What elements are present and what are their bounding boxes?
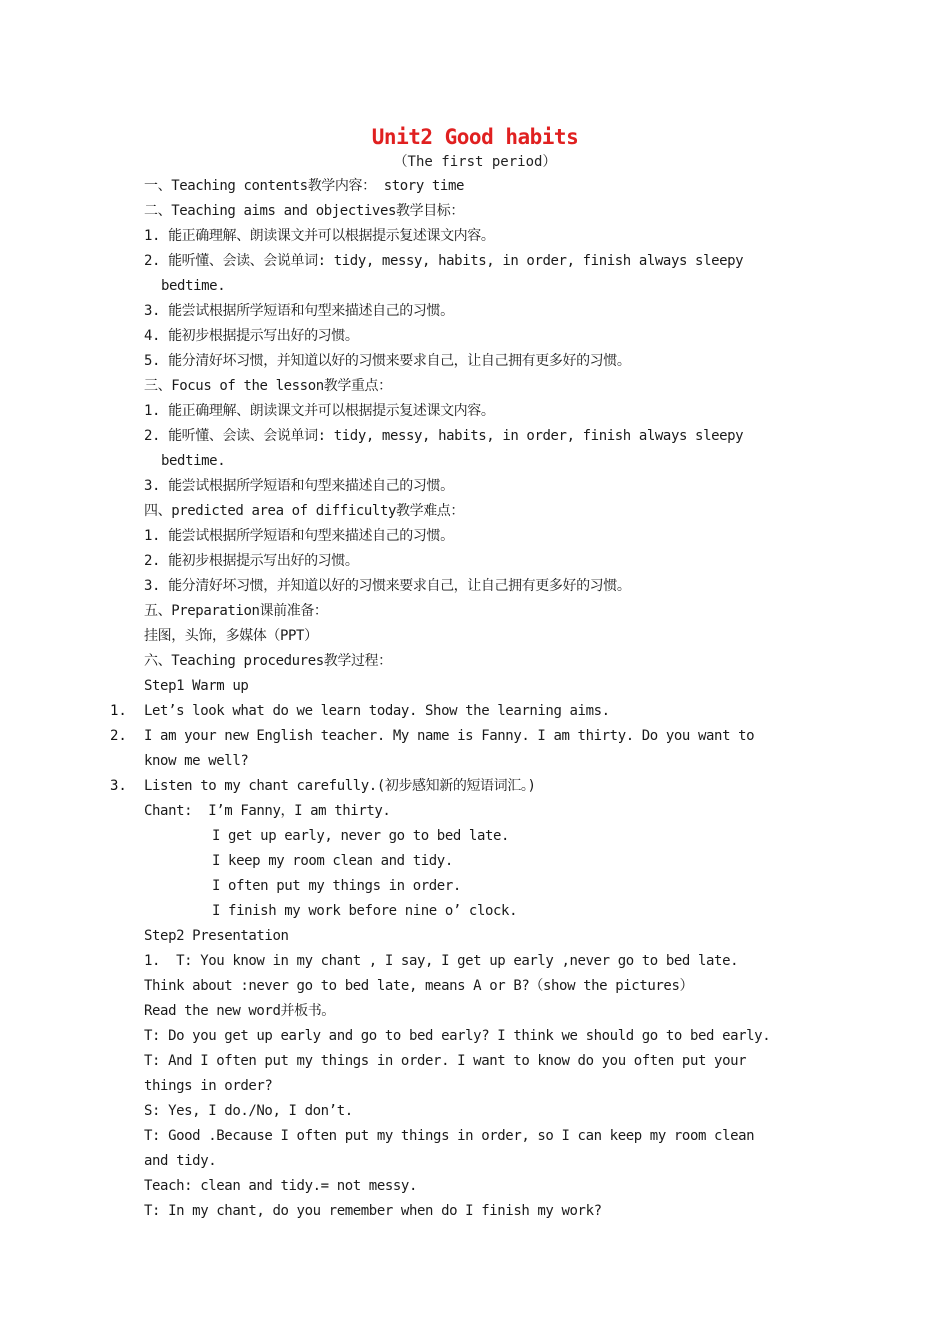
text-line: 3. 能尝试根据所学短语和句型来描述自己的习惯。 — [144, 303, 454, 319]
text-line: I get up early, never go to bed late. — [212, 828, 510, 844]
text-line: I often put my things in order. — [212, 878, 461, 894]
text-line: 二、Teaching aims and objectives教学目标： — [144, 203, 465, 219]
text-line: Chant: I’m Fanny，I am thirty. — [144, 803, 391, 819]
text-line: 1. 能正确理解、朗读课文并可以根据提示复述课文内容。 — [144, 228, 495, 244]
text-line: 挂图，头饰，多媒体（PPT） — [144, 628, 318, 644]
text-line: 5. 能分清好坏习惯，并知道以好的习惯来要求自己，让自己拥有更多好的习惯。 — [144, 353, 631, 369]
text-line: 3. 能分清好坏习惯，并知道以好的习惯来要求自己，让自己拥有更多好的习惯。 — [144, 578, 631, 594]
text-line: S: Yes, I do./No, I don’t. — [144, 1103, 353, 1119]
list-number: 2. — [110, 728, 127, 744]
document-subtitle: （The first period） — [393, 154, 557, 170]
text-line: Read the new word并板书。 — [144, 1003, 335, 1019]
text-line: T: In my chant, do you remember when do I finish my work? — [144, 1203, 602, 1219]
text-line: 五、Preparation课前准备： — [144, 603, 328, 619]
text-line: 1. 能正确理解、朗读课文并可以根据提示复述课文内容。 — [144, 403, 495, 419]
text-line: know me well? — [144, 753, 249, 769]
text-line: 3. 能尝试根据所学短语和句型来描述自己的习惯。 — [144, 478, 454, 494]
text-line: Listen to my chant carefully.(初步感知新的短语词汇。) — [144, 778, 536, 794]
text-line: 六、Teaching procedures教学过程： — [144, 653, 392, 669]
text-line: things in order? — [144, 1078, 273, 1094]
text-line: I keep my room clean and tidy. — [212, 853, 453, 869]
document-title: Unit2 Good habits — [371, 125, 579, 149]
text-line: 四、predicted area of difficulty教学难点： — [144, 503, 465, 519]
text-line: Think about :never go to bed late, means A or B?（show the pictures） — [144, 978, 694, 994]
text-line: I finish my work before nine o’ clock. — [212, 903, 518, 919]
text-line: 4. 能初步根据提示写出好的习惯。 — [144, 328, 359, 344]
text-line: 2. 能初步根据提示写出好的习惯。 — [144, 553, 359, 569]
text-line: bedtime. — [161, 278, 226, 294]
text-line: T: And I often put my things in order. I want to know do you often put your — [144, 1053, 747, 1069]
text-line: 1. 能尝试根据所学短语和句型来描述自己的习惯。 — [144, 528, 454, 544]
list-number: 3. — [110, 778, 127, 794]
text-line: Step2 Presentation — [144, 928, 289, 944]
text-line: 2. 能听懂、会读、会说单词: tidy, messy, habits, in order, finish always sleepy — [144, 253, 744, 269]
list-number: 1. — [110, 703, 127, 719]
text-line: Let’s look what do we learn today. Show the learning aims. — [144, 703, 610, 719]
text-line: 1. T: You know in my chant , I say, I get up early ,never go to bed late. — [144, 953, 739, 969]
text-line: I am your new English teacher. My name is Fanny. I am thirty. Do you want to — [144, 728, 755, 744]
text-line: Step1 Warm up — [144, 678, 249, 694]
text-line: T: Do you get up early and go to bed early? I think we should go to bed early. — [144, 1028, 771, 1044]
text-line: Teach: clean and tidy.= not messy. — [144, 1178, 417, 1194]
text-line: 三、Focus of the lesson教学重点： — [144, 378, 392, 394]
text-line: bedtime. — [161, 453, 226, 469]
text-line: and tidy. — [144, 1153, 217, 1169]
text-line: 2. 能听懂、会读、会说单词: tidy, messy, habits, in order, finish always sleepy — [144, 428, 744, 444]
text-line: T: Good .Because I often put my things in order, so I can keep my room clean — [144, 1128, 755, 1144]
text-line: 一、Teaching contents教学内容： story time — [144, 178, 465, 194]
